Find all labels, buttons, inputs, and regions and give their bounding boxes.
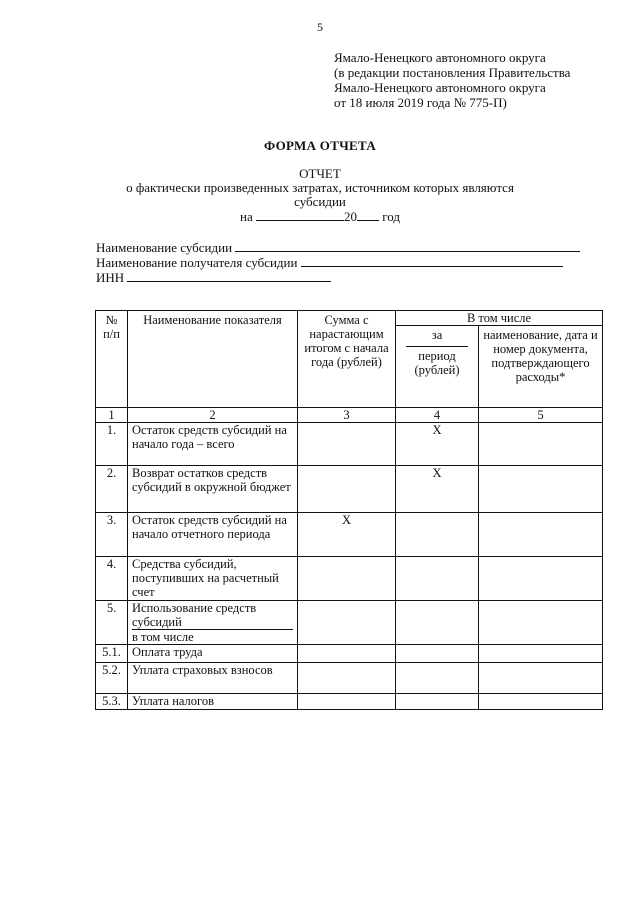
inn-label: ИНН xyxy=(96,270,125,285)
row-name-cell xyxy=(128,601,298,645)
row-doc[interactable] xyxy=(479,601,603,645)
row-name: Использование средств субсидий xyxy=(132,601,293,630)
col-number: 3 xyxy=(298,408,396,423)
amendment-header xyxy=(334,50,570,110)
header-period-bottom: период (рублей) xyxy=(414,349,460,377)
row-num: 5.2. xyxy=(96,663,128,694)
report-date-line xyxy=(0,209,640,224)
table-row xyxy=(96,645,603,663)
row-num: 5.1. xyxy=(96,645,128,663)
row-sum[interactable] xyxy=(298,663,396,694)
row-period[interactable] xyxy=(396,601,479,645)
report-title: ОТЧЕТ xyxy=(299,166,341,181)
header-sum: Сумма с нарастающим итогом с начала года (рублей) xyxy=(298,311,396,408)
row-num: 4. xyxy=(96,557,128,601)
date-suffix: год xyxy=(382,209,400,224)
table-row xyxy=(96,557,603,601)
column-number-row xyxy=(96,408,603,423)
row-name-extra: в том числе xyxy=(132,630,194,644)
report-subtitle-2: субсидии xyxy=(294,194,346,209)
row-name: Уплата налогов xyxy=(128,694,298,710)
col-number: 4 xyxy=(396,408,479,423)
row-sum[interactable] xyxy=(298,423,396,466)
row-num: 2. xyxy=(96,466,128,513)
row-num: 5. xyxy=(96,601,128,645)
row-name: Оплата труда xyxy=(128,645,298,663)
header-line: Ямало-Ненецкого автономного округа xyxy=(334,50,546,65)
row-period[interactable] xyxy=(396,663,479,694)
row-name: Уплата страховых взносов xyxy=(128,663,298,694)
date-blank[interactable] xyxy=(256,209,344,221)
row-doc[interactable] xyxy=(479,466,603,513)
table-row xyxy=(96,423,603,466)
header-doc: наименование, дата и номер документа, подтверждающего расходы* xyxy=(479,326,603,408)
row-sum[interactable] xyxy=(298,466,396,513)
recipient-name-label: Наименование получателя субсидии xyxy=(96,255,298,270)
header-period xyxy=(396,326,479,408)
row-name: Остаток средств субсидий на начало года – всего xyxy=(128,423,298,466)
header-including: В том числе xyxy=(396,311,603,326)
page-number: 5 xyxy=(317,20,323,34)
col-number: 2 xyxy=(128,408,298,423)
row-sum: Х xyxy=(298,513,396,557)
table-row xyxy=(96,694,603,710)
table-header-row xyxy=(96,311,603,326)
row-doc[interactable] xyxy=(479,645,603,663)
form-title: ФОРМА ОТЧЕТА xyxy=(263,138,377,153)
period-blank xyxy=(406,346,468,347)
subsidy-name-field[interactable] xyxy=(235,240,580,252)
report-table xyxy=(95,310,603,710)
col-number: 5 xyxy=(479,408,603,423)
row-num: 3. xyxy=(96,513,128,557)
row-sum[interactable] xyxy=(298,601,396,645)
row-sum[interactable] xyxy=(298,645,396,663)
table-row xyxy=(96,466,603,513)
report-subtitle: о фактически произведенных затратах, источником которых являются xyxy=(126,180,514,195)
row-period[interactable] xyxy=(396,645,479,663)
table-row xyxy=(96,663,603,694)
recipient-name-row xyxy=(96,255,580,270)
row-doc[interactable] xyxy=(479,423,603,466)
row-num: 5.3. xyxy=(96,694,128,710)
inn-field[interactable] xyxy=(127,270,331,282)
year-blank[interactable] xyxy=(357,209,379,221)
row-name: Остаток средств субсидий на начало отчетного периода xyxy=(128,513,298,557)
header-num: № п/п xyxy=(96,311,128,408)
row-sum[interactable] xyxy=(298,694,396,710)
date-year: 20 xyxy=(343,209,357,224)
header-line: Ямало-Ненецкого автономного округа xyxy=(334,80,546,95)
row-period: Х xyxy=(396,466,479,513)
row-doc[interactable] xyxy=(479,694,603,710)
date-prefix: на xyxy=(240,209,253,224)
report-title-block xyxy=(0,167,640,224)
recipient-name-field[interactable] xyxy=(301,255,563,267)
subsidy-name-label: Наименование субсидии xyxy=(96,240,233,255)
header-period-top: за xyxy=(431,328,443,342)
row-period[interactable] xyxy=(396,513,479,557)
row-doc[interactable] xyxy=(479,513,603,557)
row-doc[interactable] xyxy=(479,663,603,694)
table-row xyxy=(96,601,603,645)
recipient-fields xyxy=(96,240,580,285)
table-row xyxy=(96,513,603,557)
header-line: (в редакции постановления Правительства xyxy=(334,65,571,80)
header-name: Наименование показателя xyxy=(128,311,298,408)
row-sum[interactable] xyxy=(298,557,396,601)
row-period[interactable] xyxy=(396,557,479,601)
header-line: от 18 июля 2019 года № 775-П) xyxy=(334,95,507,110)
col-number: 1 xyxy=(96,408,128,423)
row-num: 1. xyxy=(96,423,128,466)
subsidy-name-row xyxy=(96,240,580,255)
row-period: Х xyxy=(396,423,479,466)
row-name: Возврат остатков средств субсидий в окружной бюджет xyxy=(128,466,298,513)
inn-row xyxy=(96,270,580,285)
row-name: Средства субсидий, поступивших на расчетный счет xyxy=(128,557,298,601)
row-period[interactable] xyxy=(396,694,479,710)
row-doc[interactable] xyxy=(479,557,603,601)
